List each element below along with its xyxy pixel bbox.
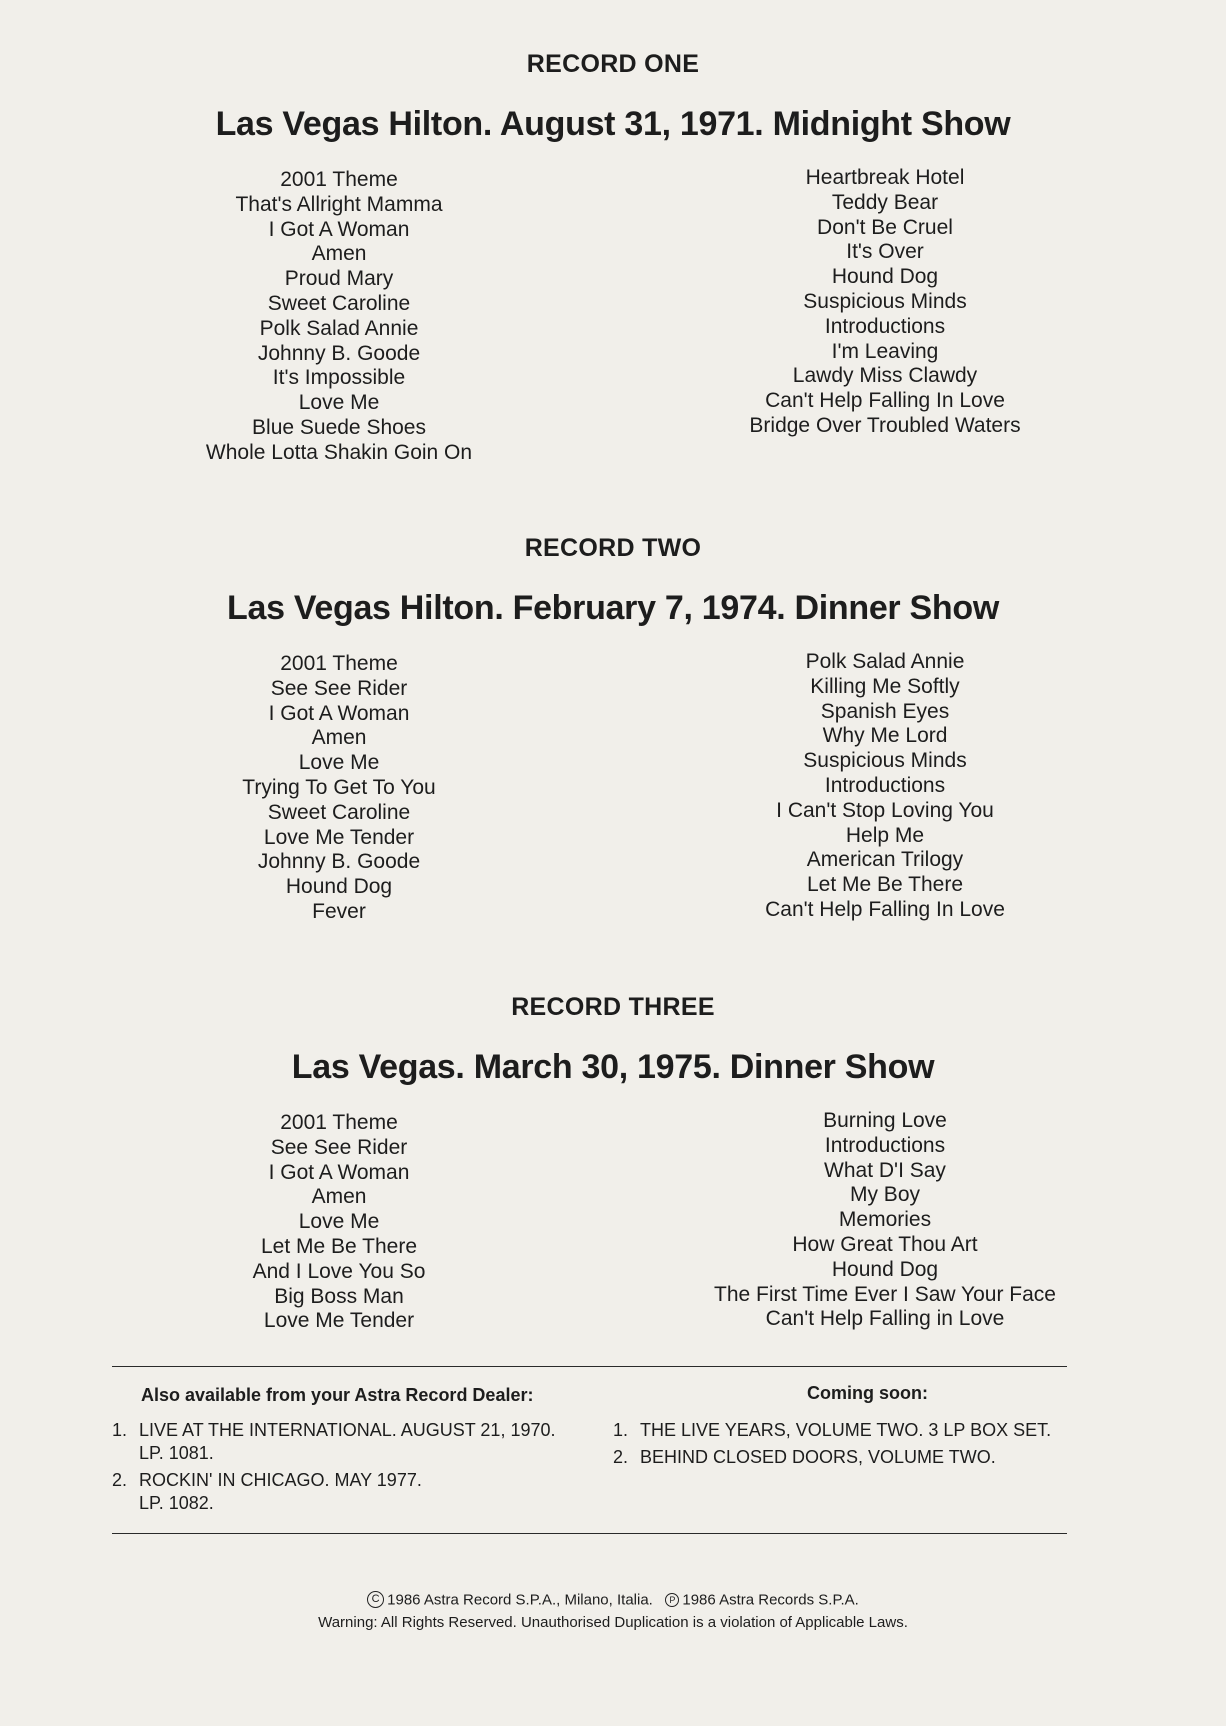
track-item: Love Me bbox=[298, 391, 380, 415]
track-item: Introductions bbox=[824, 1133, 946, 1157]
track-item: Can't Help Falling In Love bbox=[765, 897, 1005, 921]
record-one-title: Las Vegas Hilton. August 31, 1971. Midnight Show bbox=[215, 105, 1011, 143]
track-item: Whole Lotta Shakin Goin On bbox=[205, 440, 473, 464]
available-list bbox=[112, 1419, 612, 1519]
track-item: Amen bbox=[311, 1185, 367, 1209]
track-item: My Boy bbox=[849, 1183, 920, 1207]
record-three-label: RECORD THREE bbox=[511, 993, 715, 1021]
phonogram-text: 1986 Astra Records S.P.A. bbox=[682, 1591, 859, 1609]
footer-bottom-rule bbox=[112, 1533, 1067, 1534]
track-item: Sweet Caroline bbox=[267, 291, 411, 315]
track-item: See See Rider bbox=[270, 1135, 408, 1159]
track-item: Johnny B. Goode bbox=[257, 341, 421, 365]
record-one-right-tracks bbox=[635, 166, 1135, 439]
copyright-line bbox=[0, 1591, 1226, 1610]
coming-soon-heading: Coming soon: bbox=[807, 1383, 928, 1403]
track-item: Love Me bbox=[298, 1210, 380, 1234]
record-two-title: Las Vegas Hilton. February 7, 1974. Dinner Show bbox=[227, 589, 999, 627]
track-item: Love Me Tender bbox=[263, 1309, 415, 1333]
list-item: 1. THE LIVE YEARS, VOLUME TWO. 3 LP BOX SET. bbox=[613, 1420, 1052, 1440]
list-item: 2. ROCKIN' IN CHICAGO. MAY 1977. LP. 1082. bbox=[112, 1470, 422, 1513]
track-item: Don't Be Cruel bbox=[817, 215, 953, 239]
track-item: Can't Help Falling In Love bbox=[765, 389, 1005, 413]
track-item: Burning Love bbox=[823, 1109, 947, 1132]
copyright-symbol-icon: C bbox=[367, 1591, 384, 1608]
track-item: Love Me bbox=[298, 751, 380, 775]
track-item: Can't Help Falling in Love bbox=[765, 1307, 1005, 1331]
track-item: Hound Dog bbox=[285, 875, 393, 899]
track-item: Trying To Get To You bbox=[242, 775, 436, 799]
track-item: Bridge Over Troubled Waters bbox=[749, 413, 1021, 437]
track-item: Big Boss Man bbox=[274, 1284, 404, 1308]
track-item: Memories bbox=[838, 1208, 932, 1232]
track-item: Proud Mary bbox=[284, 267, 394, 291]
track-item: Love Me Tender bbox=[263, 825, 415, 849]
track-item: It's Impossible bbox=[272, 366, 406, 390]
record-three-left-tracks bbox=[89, 1111, 589, 1334]
track-item: American Trilogy bbox=[806, 848, 964, 872]
track-item: Killing Me Softly bbox=[810, 674, 960, 698]
track-item: I Got A Woman bbox=[268, 701, 410, 725]
copyright-text: 1986 Astra Record S.P.A., Milano, Italia. bbox=[387, 1591, 653, 1609]
track-item: Let Me Be There bbox=[260, 1234, 418, 1258]
track-item: Why Me Lord bbox=[822, 724, 948, 748]
track-item: How Great Thou Art bbox=[792, 1232, 978, 1256]
footer-top-rule bbox=[112, 1366, 1067, 1367]
record-two-right-tracks bbox=[635, 650, 1135, 923]
track-item: And I Love You So bbox=[252, 1259, 426, 1283]
track-item: Hound Dog bbox=[831, 1257, 939, 1281]
list-item: 1. LIVE AT THE INTERNATIONAL. AUGUST 21, 1970. LP. 1081. bbox=[112, 1420, 556, 1463]
track-item: I Got A Woman bbox=[268, 217, 410, 241]
record-two-label: RECORD TWO bbox=[524, 534, 702, 562]
track-item: Fever bbox=[312, 899, 366, 923]
track-item: It's Over bbox=[846, 240, 924, 264]
track-item: 2001 Theme bbox=[280, 168, 398, 191]
track-item: Teddy Bear bbox=[831, 190, 939, 214]
track-item: Suspicious Minds bbox=[803, 749, 967, 773]
record-three-right-tracks bbox=[635, 1109, 1135, 1332]
track-item: Polk Salad Annie bbox=[259, 316, 419, 340]
warning-text: Warning: All Rights Reserved. Unauthorised Duplication is a violation of Applicable Laws. bbox=[318, 1614, 908, 1631]
track-item: Help Me bbox=[845, 823, 925, 847]
record-one-left-tracks bbox=[89, 168, 589, 466]
record-two-left-tracks bbox=[89, 652, 589, 925]
track-item: The First Time Ever I Saw Your Face bbox=[714, 1282, 1056, 1306]
track-item: Johnny B. Goode bbox=[257, 850, 421, 874]
track-item: I'm Leaving bbox=[831, 339, 939, 363]
track-item: Spanish Eyes bbox=[820, 699, 950, 723]
available-heading: Also available from your Astra Record Dealer: bbox=[141, 1385, 534, 1405]
track-item: Introductions bbox=[824, 314, 946, 338]
track-item: 2001 Theme bbox=[280, 1111, 398, 1134]
track-item: Introductions bbox=[824, 773, 946, 797]
track-item: Sweet Caroline bbox=[267, 800, 411, 824]
track-item: Blue Suede Shoes bbox=[252, 415, 426, 439]
track-item: Polk Salad Annie bbox=[805, 650, 965, 673]
track-item: I Can't Stop Loving You bbox=[776, 798, 994, 822]
phonogram-symbol-icon: P bbox=[665, 1593, 679, 1607]
track-item: Suspicious Minds bbox=[803, 289, 967, 313]
record-three-title: Las Vegas. March 30, 1975. Dinner Show bbox=[291, 1048, 935, 1086]
track-item: What D'I Say bbox=[824, 1158, 946, 1182]
track-item: Heartbreak Hotel bbox=[805, 166, 965, 189]
track-item: See See Rider bbox=[270, 676, 408, 700]
track-item: Amen bbox=[311, 726, 367, 750]
track-item: Let Me Be There bbox=[806, 873, 964, 897]
track-item: Amen bbox=[311, 242, 367, 266]
track-item: That's Allright Mamma bbox=[235, 192, 443, 216]
list-item: 2. BEHIND CLOSED DOORS, VOLUME TWO. bbox=[613, 1447, 996, 1467]
track-item: Hound Dog bbox=[831, 265, 939, 289]
track-item: I Got A Woman bbox=[268, 1160, 410, 1184]
track-item: 2001 Theme bbox=[280, 652, 398, 675]
record-one-label: RECORD ONE bbox=[526, 50, 700, 78]
coming-soon-list bbox=[613, 1419, 1133, 1473]
track-item: Lawdy Miss Clawdy bbox=[792, 364, 978, 388]
